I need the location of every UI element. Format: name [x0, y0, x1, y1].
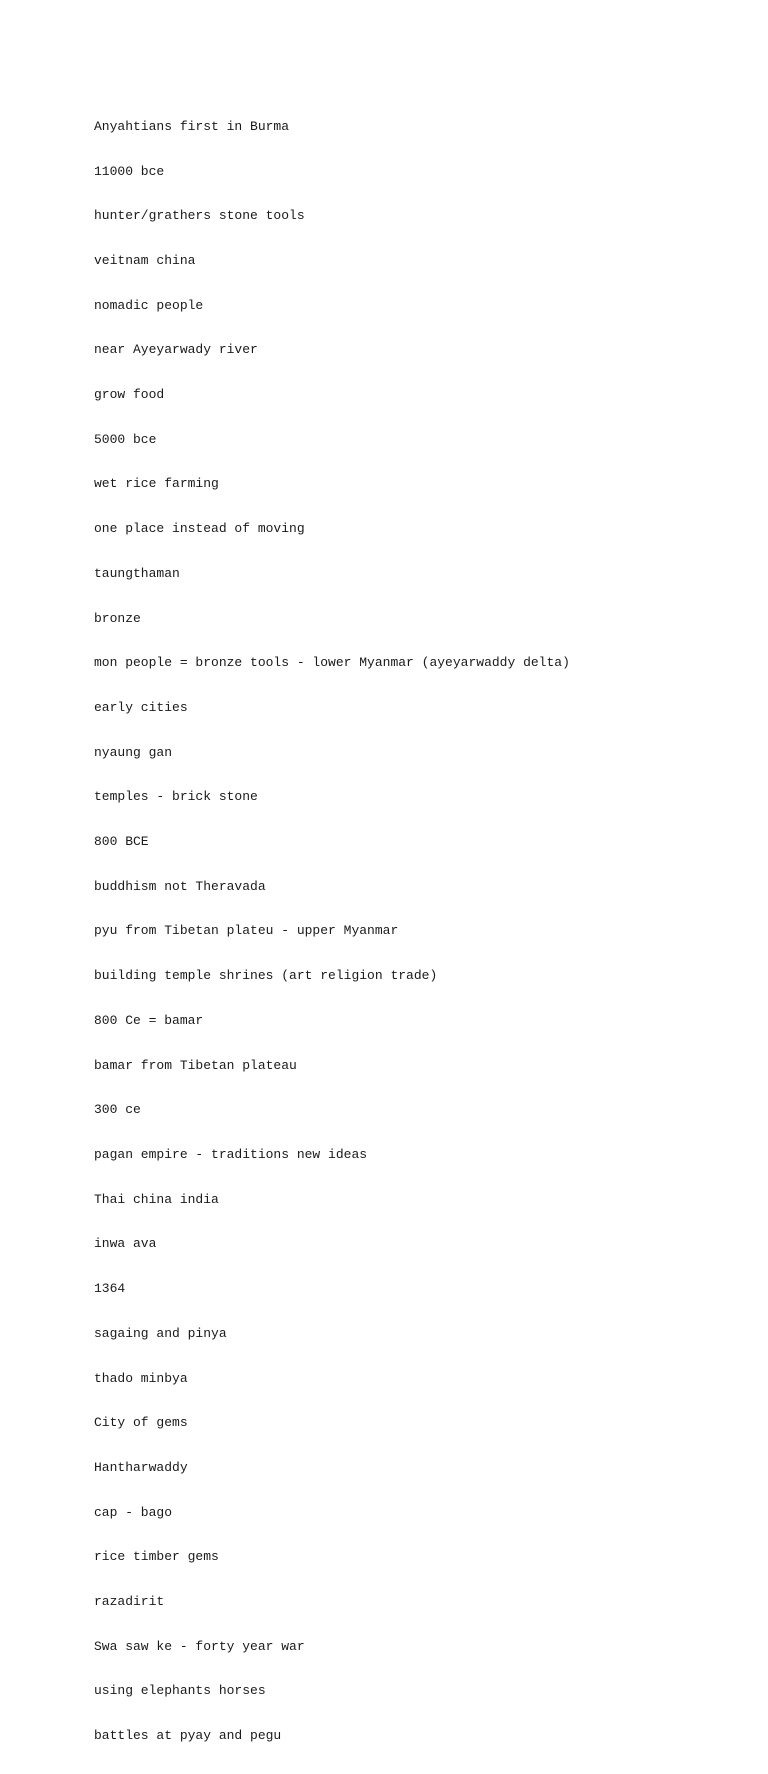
note-line: near Ayeyarwady river: [94, 342, 258, 358]
note-line: wet rice farming: [94, 476, 219, 492]
note-line: early cities: [94, 699, 188, 715]
note-line: mon people = bronze tools - lower Myanmar (ayeyarwaddy delta): [94, 655, 570, 671]
note-line: battles at pyay and pegu: [94, 1728, 282, 1744]
note-line: temples - brick stone: [94, 789, 258, 805]
note-line: nomadic people: [94, 297, 204, 313]
note-line: Hantharwaddy: [94, 1459, 188, 1475]
note-line: bamar from Tibetan plateau: [94, 1057, 297, 1073]
note-line: Anyahtians first in Burma: [94, 118, 290, 134]
note-line: building temple shrines (art religion trade): [94, 968, 438, 984]
note-line: Swa saw ke - forty year war: [94, 1638, 305, 1654]
note-line: cap - bago: [94, 1504, 173, 1520]
note-line: rice timber gems: [94, 1549, 219, 1565]
note-line: using elephants horses: [94, 1683, 266, 1699]
notes-list: [94, 90, 570, 1774]
note-line: inwa ava: [94, 1236, 157, 1252]
note-line: hunter/grathers stone tools: [94, 208, 305, 224]
note-line: grow food: [94, 387, 165, 403]
note-line: one place instead of moving: [94, 521, 305, 537]
note-line: bronze: [94, 610, 141, 626]
note-line: sagaing and pinya: [94, 1325, 227, 1341]
note-line: pagan empire - traditions new ideas: [94, 1146, 368, 1162]
note-line: taungthaman: [94, 565, 180, 581]
note-line: 300 ce: [94, 1102, 141, 1118]
note-line: 1364: [94, 1281, 126, 1297]
note-line: Thai china india: [94, 1191, 219, 1207]
note-line: City of gems: [94, 1415, 188, 1431]
note-line: buddhism not Theravada: [94, 878, 266, 894]
note-line: 800 Ce = bamar: [94, 1012, 204, 1028]
note-line: thado minbya: [94, 1370, 188, 1386]
note-line: 800 BCE: [94, 834, 149, 850]
note-line: 11000 bce: [94, 163, 165, 179]
note-line: razadirit: [94, 1594, 165, 1610]
note-line: pyu from Tibetan plateu - upper Myanmar: [94, 923, 399, 939]
note-line: veitnam china: [94, 252, 196, 268]
note-line: nyaung gan: [94, 744, 173, 760]
note-line: 5000 bce: [94, 431, 157, 447]
